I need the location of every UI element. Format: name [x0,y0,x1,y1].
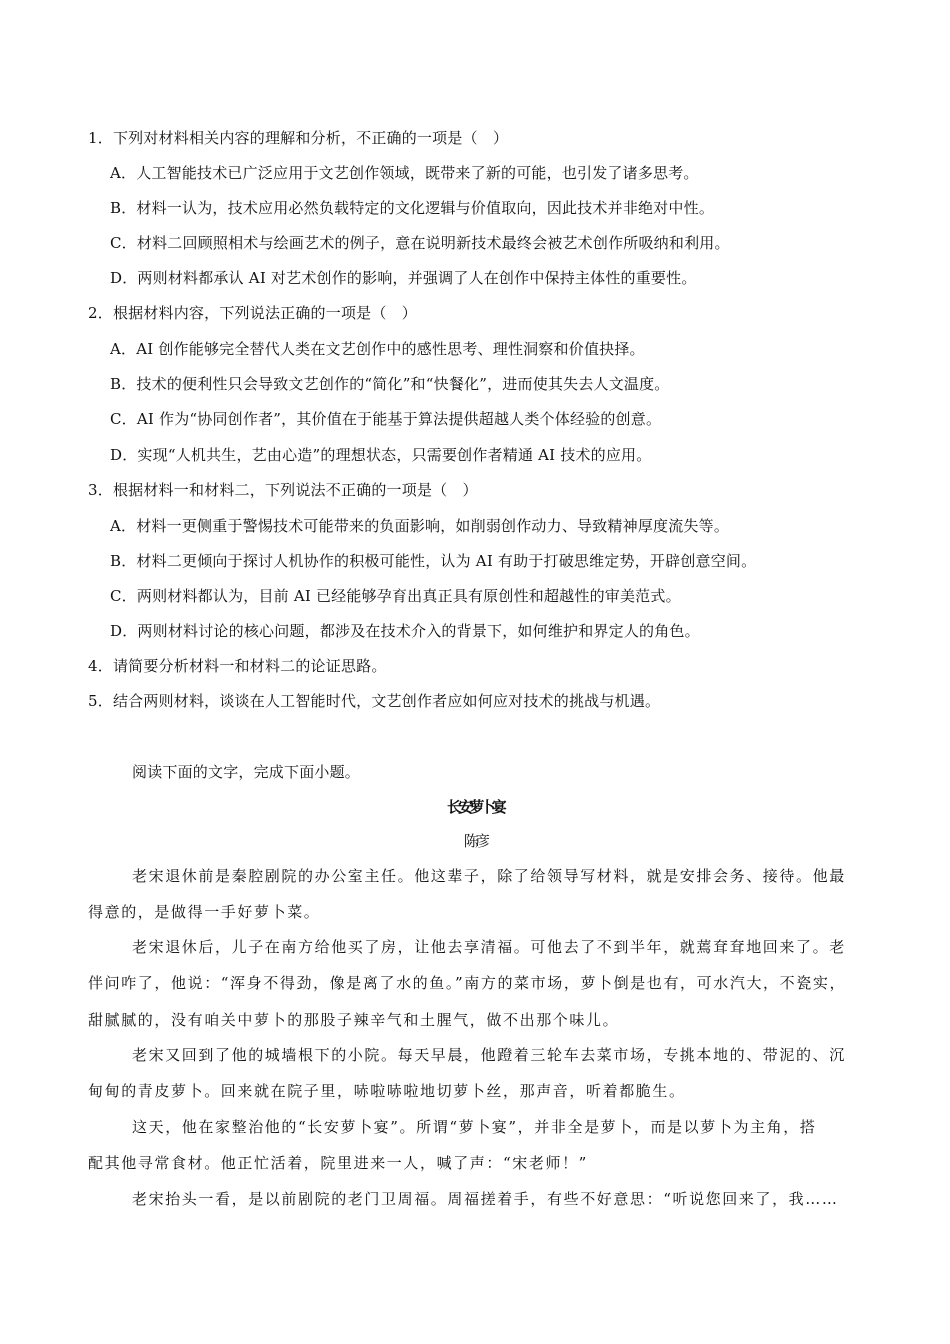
question-5-stem: 5．结合两则材料，谈谈在人工智能时代，文艺创作者应如何应对技术的挑战与机遇。 [88,692,661,710]
question-1-option-a: A．人工智能技术已广泛应用于文艺创作领域，既带来了新的可能，也引发了诸多思考。 [110,164,699,182]
question-1-option-b: B．材料一认为，技术应用必然负载特定的文化逻辑与价值取向，因此技术并非绝对中性。 [110,199,715,217]
story-line: 伴问咋了，他说：“浑身不得劲，像是离了水的鱼。”南方的菜市场，萝卜倒是也有，可水汽大，不瓷实， [88,974,847,992]
question-1-stem: 1．下列对材料相关内容的理解和分析，不正确的一项是（ ） [88,129,509,147]
question-2-stem: 2．根据材料内容，下列说法正确的一项是（ ） [88,304,417,322]
story-line: 甜腻腻的，没有咱关中萝卜的那股子辣辛气和土腥气，做不出那个味儿。 [88,1011,620,1029]
question-3-option-a: A．材料一更侧重于警惕技术可能带来的负面影响，如削弱创作动力、导致精神厚度流失等。 [110,517,730,535]
question-3-option-b: B．材料二更倾向于探讨人机协作的积极可能性，认为 AI 有助于打破思维定势，开辟创意空间。 [110,552,757,570]
story-line: 这天，他在家整治他的“长安萝卜宴”。所谓“萝卜宴”，并非全是萝卜，而是以萝卜为主角，搭 [132,1118,817,1136]
question-3-stem: 3．根据材料一和材料二，下列说法不正确的一项是（ ） [88,481,478,499]
question-2-option-d: D．实现“人机共生，艺由心造”的理想状态，只需要创作者精通 AI 技术的应用。 [110,446,652,464]
question-1-option-c: C．材料二回顾照相术与绘画艺术的例子，意在说明新技术最终会被艺术创作所吸纳和利用。 [110,234,730,252]
reading-instruction: 阅读下面的文字，完成下面小题。 [132,763,361,781]
question-2-option-a: A．AI 创作能够完全替代人类在文艺创作中的感性思考、理性洞察和价值抉择。 [110,340,645,358]
question-2-option-b: B．技术的便利性只会导致文艺创作的“简化”和“快餐化”，进而使其失去人文温度。 [110,375,670,393]
story-line: 老宋退休后，儿子在南方给他买了房，让他去享清福。可他去了不到半年，就蔫耷耷地回来了。老 [132,938,846,956]
question-3-option-d: D．两则材料讨论的核心问题，都涉及在技术介入的背景下，如何维护和界定人的角色。 [110,622,700,640]
question-4-stem: 4．请简要分析材料一和材料二的论证思路。 [88,657,387,675]
story-line: 老宋抬头一看，是以前剧院的老门卫周福。周福搓着手，有些不好意思：“听说您回来了，我…… [132,1190,839,1208]
story-line: 老宋退休前是秦腔剧院的办公室主任。他这辈子，除了给领导写材料，就是安排会务、接待。他最 [132,867,846,885]
story-line: 得意的，是做得一手好萝卜菜。 [88,903,321,921]
story-line: 老宋又回到了他的城墙根下的小院。每天早晨，他蹬着三轮车去菜市场，专挑本地的、带泥的、沉 [132,1046,846,1064]
question-2-option-c: C．AI 作为“协同创作者”，其价值在于能基于算法提供超越人类个体经验的创意。 [110,410,662,428]
story-author: 陈彦 [463,832,487,850]
story-line: 配其他寻常食材。他正忙活着，院里进来一人，喊了声：“宋老师！” [88,1154,588,1172]
question-1-option-d: D．两则材料都承认 AI 对艺术创作的影响，并强调了人在创作中保持主体性的重要性。 [110,269,697,287]
story-line: 甸甸的青皮萝卜。回来就在院子里，哧啦哧啦地切萝卜丝，那声音，听着都脆生。 [88,1082,686,1100]
question-3-option-c: C．两则材料都认为，目前 AI 已经能够孕育出真正具有原创性和超越性的审美范式。 [110,587,681,605]
story-title: 长安萝卜宴 [446,798,503,816]
